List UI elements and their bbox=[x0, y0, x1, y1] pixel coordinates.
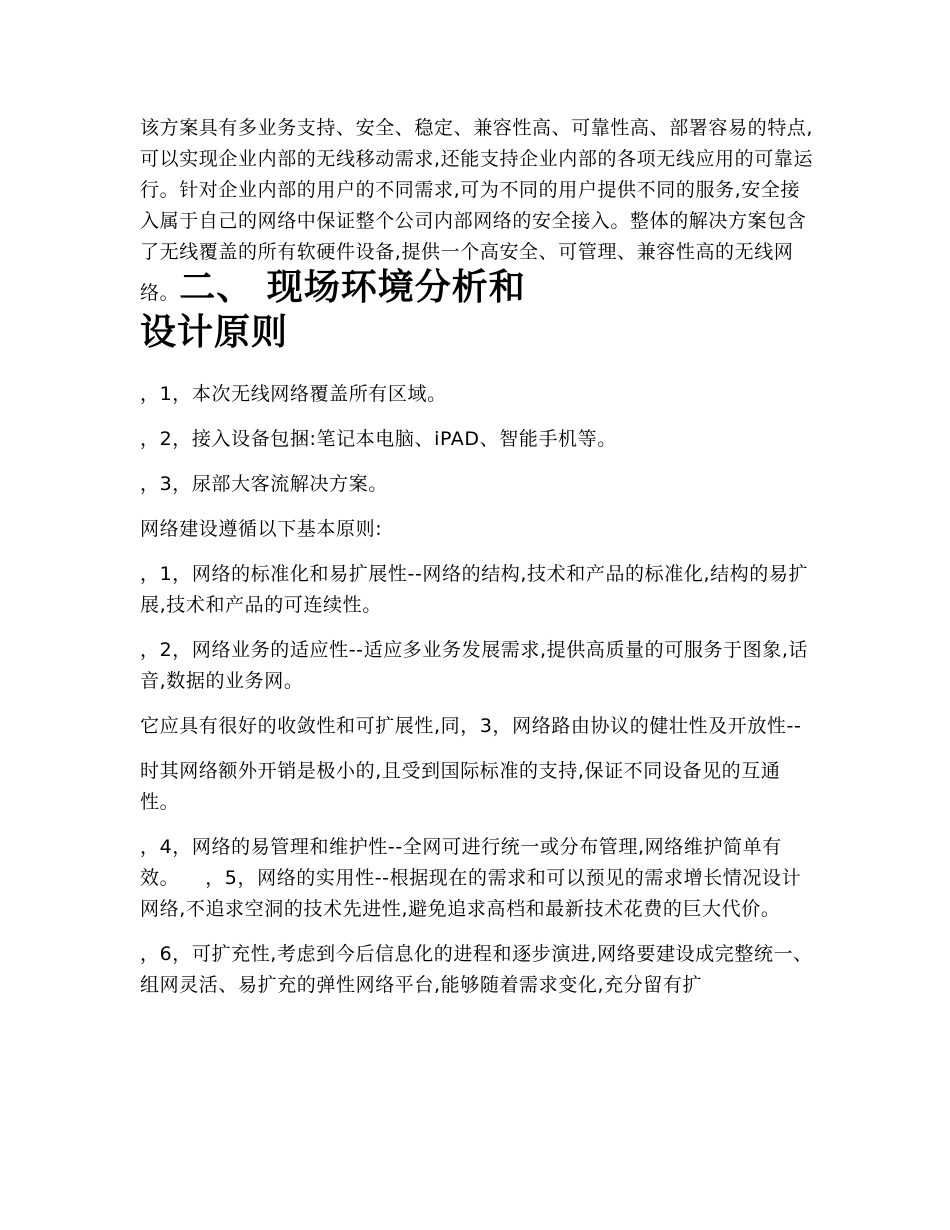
principles-intro: 网络建设遵循以下基本原则: bbox=[140, 518, 383, 540]
requirement-item-1: ，1，本次无线网络覆盖所有区域。 bbox=[140, 383, 447, 405]
requirement-item-2: ，2，接入设备包捆:笔记本电脑、iPAD、智能手机等。 bbox=[140, 428, 617, 450]
section-heading-part2: 设计原则 bbox=[140, 312, 289, 353]
requirement-item-3: ，3，尿部大客流解决方案。 bbox=[140, 473, 388, 495]
principle-1: ，1，网络的标准化和易扩展性--网络的结构,技术和产品的标准化,结构的易扩展,技术和产品的可连续性。 bbox=[140, 563, 809, 616]
principle-6: ，6，可扩充性,考虑到今后信息化的进程和逐步演进,网络要建设成完整统一、组网灵活、易扩充的弹性网络平台,能够随着需求变化,充分留有扩 bbox=[140, 943, 813, 996]
principle-4-5-paragraph bbox=[140, 832, 816, 925]
section-heading-part1: 二、 现场环境分析和 bbox=[179, 267, 526, 308]
intro-paragraph bbox=[140, 113, 816, 357]
principle-3: 它应具有很好的收敛性和可扩展性,同，3，网络路由协议的健壮性及开放性-- bbox=[140, 715, 802, 737]
principle-3-continued: 时其网络额外开销是极小的,且受到国际标准的支持,保证不同设备见的互通性。 bbox=[140, 760, 781, 813]
principle-5: ，5，网络的实用性--根据现在的需求和可以预见的需求增长情况设计网络,不追求空洞的技术先进性,避免追求高档和最新技术花费的巨大代价。 bbox=[140, 867, 802, 920]
principle-2: ，2，网络业务的适应性--适应多业务发展需求,提供高质量的可服务于图象,话音,数据的业务网。 bbox=[140, 639, 809, 692]
principle-4: ，4，网络的易管理和维护性--全网可进行统一或分布管理,网络维护简单有效。 bbox=[140, 836, 782, 889]
document-page bbox=[140, 113, 816, 1001]
intro-text: 该方案具有多业务支持、安全、稳定、兼容性高、可靠性高、部署容易的特点,可以实现企业内部的无线移动需求,还能支持企业内部的各项无线应用的可靠运行。针对企业内部的用户的不同需求,可为不同的用户提供不同的服务,安全接入属于自己的网络中保证整个公司内部网络的安全接入。整体的解决方案包含了无线覆盖的所有软硬件设备,提供一个高安全、可管理、兼容性高的无线网络。 bbox=[140, 117, 814, 304]
